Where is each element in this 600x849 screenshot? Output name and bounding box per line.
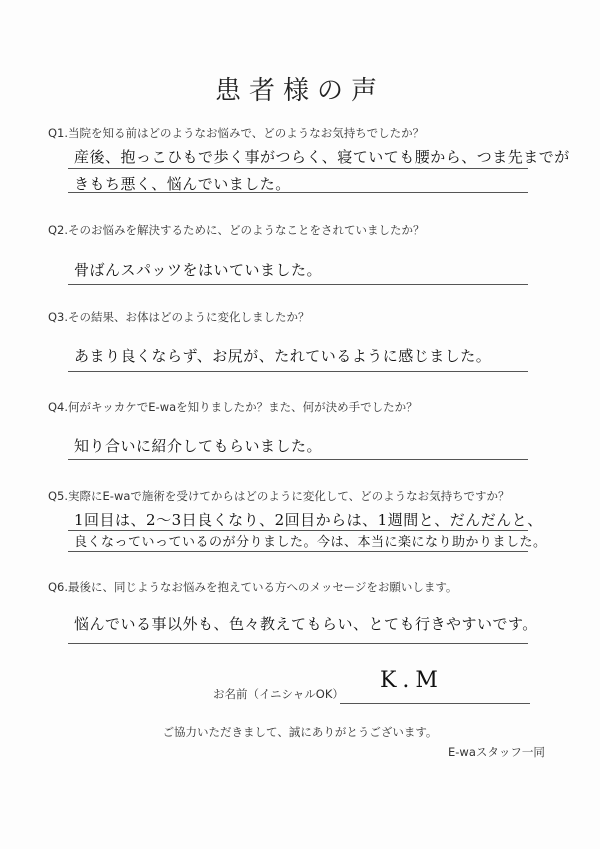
answer-1-line-2: きもち悪く、悩んでいました。 [74,175,291,193]
answer-1-rule-2 [68,192,528,193]
answer-3-rule [68,371,528,372]
question-4: Q4.何がキッカケでE-waを知りましたか？また、何が決め手でしたか？ [48,400,418,414]
question-5: Q5.実際にE-waで施術を受けてからはどのように変化して、どのようなお気持ちですか？ [48,489,510,503]
answer-4-line-1: 知り合いに紹介してもらいました。 [74,437,323,455]
answer-1-rule-1 [68,168,528,169]
answer-2-rule [68,284,528,285]
signature: K.M [380,668,444,693]
answer-3-line-1: あまり良くならず、お尻が、たれているように感じました。 [74,347,492,365]
answer-5-rule-2 [68,551,528,552]
answer-4-rule [68,459,528,460]
question-2: Q2.そのお悩みを解決するために、どのようなことをされていましたか？ [48,223,425,237]
answer-5-line-2: 良くなっていっているのが分りました。今は、本当に楽になり助かりました。 [74,535,547,550]
staff-signoff: E-waスタッフ一同 [448,745,545,759]
answer-6-line-1: 悩んでいる事以外も、色々教えてもらい、とても行きやすいです。 [74,615,538,633]
name-label: お名前（イニシャルOK） [213,687,344,701]
thanks-message: ご協力いただきまして、誠にありがとうございます。 [162,725,438,739]
answer-2-line-1: 骨ばんスパッツをはいていました。 [74,261,323,279]
answer-1-line-1: 産後、抱っこひもで歩く事がつらく、寝ていても腰から、つま先までが [74,148,570,166]
answer-6-rule [68,643,528,644]
question-3: Q3.その結果、お体はどのように変化しましたか？ [48,310,310,324]
question-1: Q1.当院を知る前はどのようなお悩みで、どのようなお気持ちでしたか？ [48,126,425,140]
question-6: Q6.最後に、同じようなお悩みを抱えている方へのメッセージをお願いします。 [48,580,458,594]
name-rule [340,703,530,704]
answer-5-line-1: 1回目は、2～3日良くなり、2回目からは、1週間と、だんだんと、 [74,511,543,529]
page-title: 患者様の声 [214,76,385,106]
